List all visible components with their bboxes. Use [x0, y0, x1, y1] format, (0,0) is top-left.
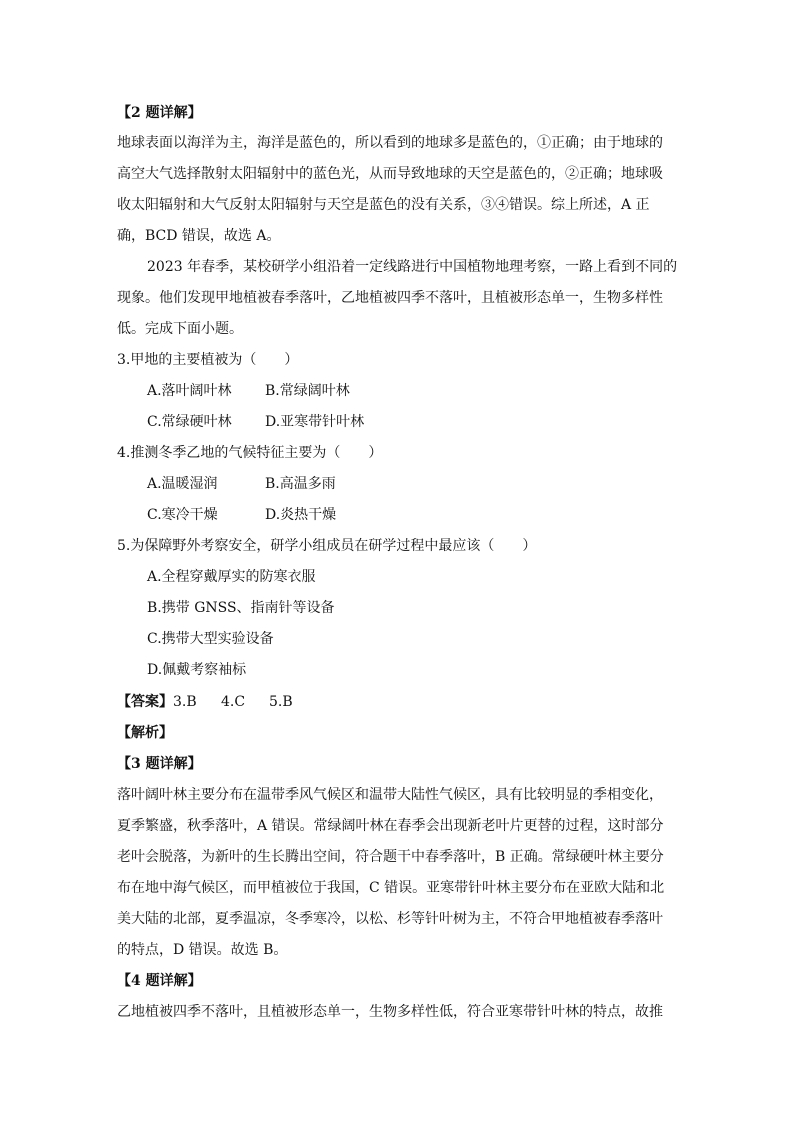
q5-option: D.佩戴考察袖标 [147, 662, 247, 678]
q4-stem: 4.推测冬季乙地的气候特征主要为（ ） [117, 445, 383, 461]
option: D.亚寒带针叶林 [265, 414, 365, 430]
q5-option: B.携带 GNSS、指南针等设备 [147, 600, 335, 616]
option: B.高温多雨 [265, 476, 336, 492]
q3-options-row [147, 381, 350, 401]
option: A.温暖湿润 [147, 476, 218, 492]
q2-para-line: 收太阳辐射和大气反射太阳辐射与天空是蓝色的没有关系，③④错误。综上所述，A 正 [117, 197, 650, 213]
q4-para-line: 乙地植被四季不落叶，且植被形态单一，生物多样性低，符合亚寒带针叶林的特点，故推 [117, 1004, 663, 1020]
q3-options-row [147, 412, 364, 432]
answer-item: 5.B [269, 694, 293, 710]
q5-option: A.全程穿戴厚实的防寒衣服 [147, 569, 316, 585]
q4-options-row [147, 474, 336, 494]
option: D.炎热干燥 [265, 507, 337, 523]
intro-para-line: 现象。他们发现甲地植被春季落叶，乙地植被四季不落叶，且植被形态单一，生物多样性 [117, 290, 663, 306]
answer-label: 【答案】 [117, 694, 173, 710]
q3-para-line: 落叶阔叶林主要分布在温带季风气候区和温带大陆性气候区，具有比较明显的季相变化， [117, 787, 663, 803]
q4-header: 【4 题详解】 [117, 973, 202, 989]
answer-item: 3.B [173, 694, 197, 710]
q3-para-line: 老叶会脱落，为新叶的生长腾出空间，符合题干中春季落叶，B 正确。常绿硬叶林主要分 [117, 849, 664, 865]
option: C.寒冷干燥 [147, 507, 218, 523]
answer-line [117, 692, 293, 712]
option: B.常绿阔叶林 [265, 383, 350, 399]
option: A.落叶阔叶林 [147, 383, 232, 399]
q2-para-line: 地球表面以海洋为主，海洋是蓝色的，所以看到的地球多是蓝色的，①正确；由于地球的 [117, 135, 663, 151]
q2-header: 【2 题详解】 [117, 105, 202, 121]
q3-para-line: 的特点，D 错误。故选 B。 [117, 942, 288, 958]
q3-header: 【3 题详解】 [117, 756, 202, 772]
q5-stem: 5.为保障野外考察安全，研学小组成员在研学过程中最应该（ ） [117, 538, 537, 554]
option: C.常绿硬叶林 [147, 414, 232, 430]
intro-para-line: 2023 年春季，某校研学小组沿着一定线路进行中国植物地理考察，一路上看到不同的 [147, 259, 678, 275]
q2-para-line: 确，BCD 错误，故选 A。 [117, 228, 281, 244]
intro-para-line: 低。完成下面小题。 [117, 321, 243, 337]
q2-para-line: 高空大气选择散射太阳辐射中的蓝色光，从而导致地球的天空是蓝色的，②正确；地球吸 [117, 166, 663, 182]
q5-option: C.携带大型实验设备 [147, 631, 274, 647]
answer-item: 4.C [221, 694, 246, 710]
q3-para-line: 夏季繁盛，秋季落叶，A 错误。常绿阔叶林在春季会出现新老叶片更替的过程，这时部分 [117, 818, 664, 834]
q3-para-line: 布在地中海气候区，而甲植被位于我国，C 错误。亚寒带针叶林主要分布在亚欧大陆和北 [117, 880, 665, 896]
q4-options-row [147, 505, 336, 525]
q3-para-line: 美大陆的北部，夏季温凉，冬季寒冷，以松、杉等针叶树为主，不符合甲地植被春季落叶 [117, 911, 663, 927]
analysis-header: 【解析】 [117, 725, 173, 741]
q3-stem: 3.甲地的主要植被为（ ） [117, 352, 299, 368]
